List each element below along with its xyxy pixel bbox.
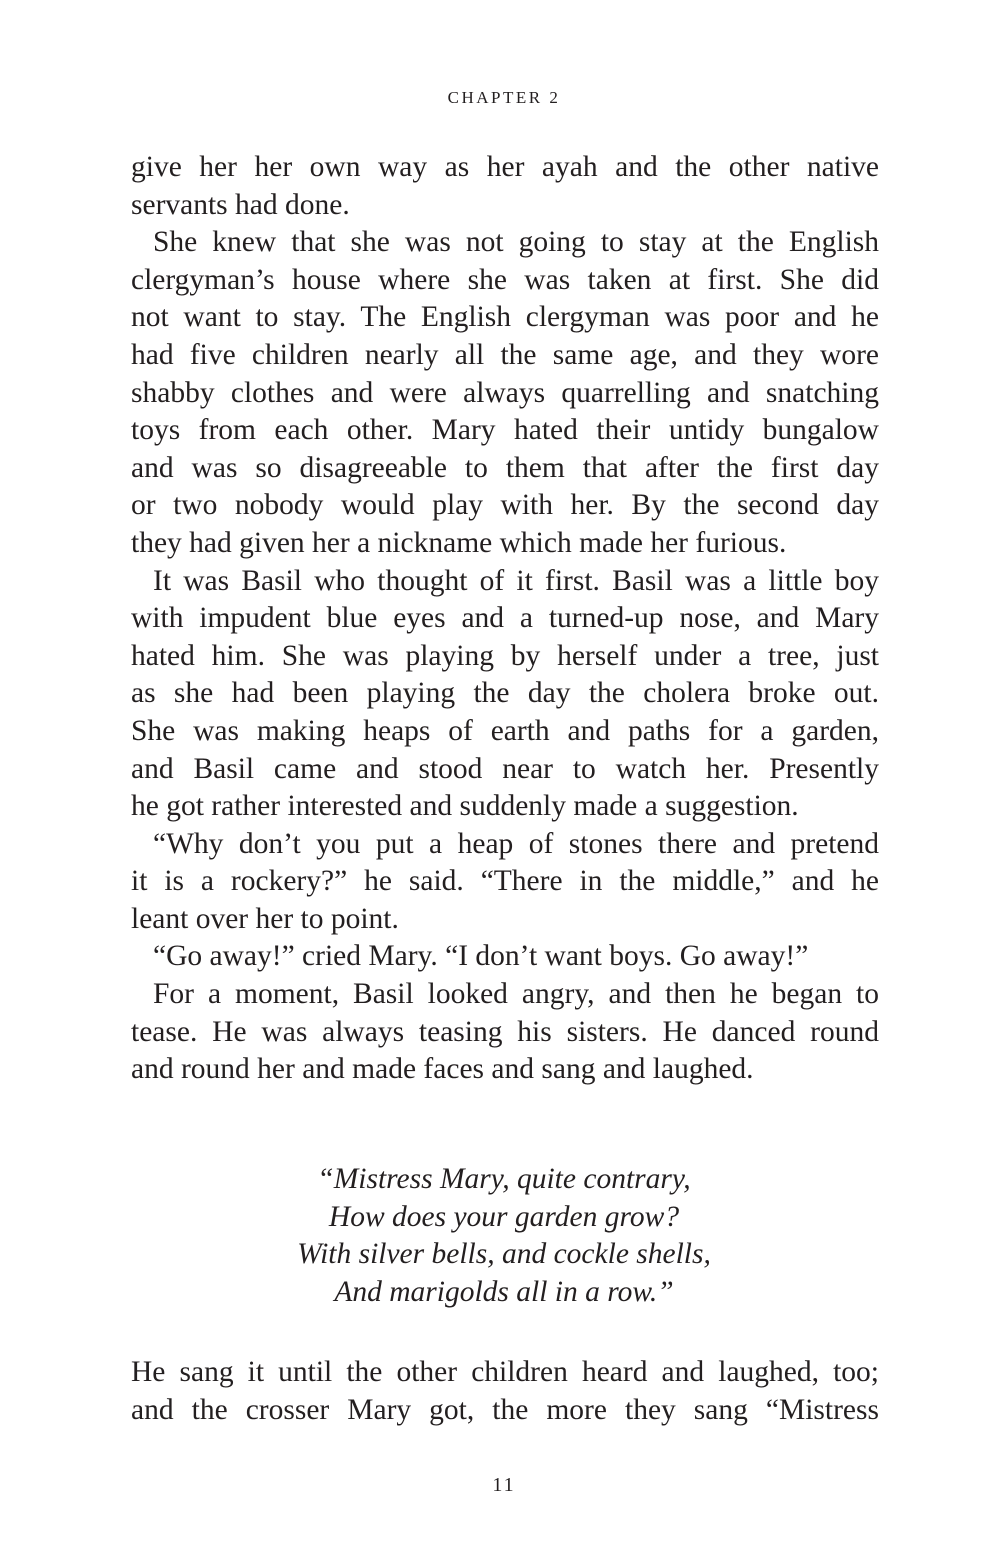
text-line: toys from each other. Mary hated their untidy bungalow: [131, 414, 879, 447]
text-line: with impudent blue eyes and a turned-up nose, and Mary: [131, 602, 879, 635]
text-line: leant over her to point.: [131, 902, 399, 935]
page-number: 11: [492, 1474, 516, 1496]
text-line: or two nobody would play with her. By the second day: [131, 489, 879, 522]
text-line: For a moment, Basil looked angry, and then he began to: [153, 978, 879, 1011]
text-line: tease. He was always teasing his sisters. He danced round: [131, 1015, 879, 1048]
body-text: [131, 149, 879, 1089]
text-line: not want to stay. The English clergyman was poor and he: [131, 301, 879, 334]
text-line: it is a rockery?” he said. “There in the middle,” and he: [131, 865, 879, 898]
text-line: It was Basil who thought of it first. Basil was a little boy: [153, 564, 879, 597]
text-line: and the crosser Mary got, the more they sang “Mistress: [131, 1393, 879, 1426]
text-line: and was so disagreeable to them that after the first day: [131, 451, 879, 484]
poem-verse: [0, 1161, 1008, 1311]
text-line: and Basil came and stood near to watch her. Presently: [131, 752, 879, 785]
text-line: “Go away!” cried Mary. “I don’t want boys. Go away!”: [153, 940, 809, 973]
text-line: he got rather interested and suddenly made a suggestion.: [131, 790, 799, 823]
text-line: and round her and made faces and sang and laughed.: [131, 1053, 754, 1086]
text-line: they had given her a nickname which made her furious.: [131, 526, 787, 559]
poem-line: And marigolds all in a row.”: [334, 1275, 674, 1308]
text-line: She was making heaps of earth and paths for a garden,: [131, 714, 879, 747]
poem-line: “Mistress Mary, quite contrary,: [317, 1163, 691, 1195]
text-line: clergyman’s house where she was taken at first. She did: [131, 263, 879, 296]
text-line: give her her own way as her ayah and the other native: [131, 151, 879, 183]
running-header: CHAPTER 2: [447, 88, 561, 107]
text-line: as she had been playing the day the cholera broke out.: [131, 677, 879, 710]
text-line: “Why don’t you put a heap of stones there and pretend: [153, 827, 879, 860]
text-line: hated him. She was playing by herself under a tree, just: [131, 639, 879, 672]
text-line: had five children nearly all the same age, and they wore: [131, 338, 879, 371]
body-text-continued: [131, 1354, 879, 1429]
poem-line: How does your garden grow?: [328, 1200, 680, 1233]
text-line: shabby clothes and were always quarrelling and snatching: [131, 376, 879, 409]
poem-line: With silver bells, and cockle shells,: [297, 1238, 711, 1271]
text-line: He sang it until the other children heard and laughed, too;: [131, 1356, 879, 1388]
text-line: servants had done.: [131, 188, 350, 221]
text-line: She knew that she was not going to stay at the English: [153, 226, 879, 259]
